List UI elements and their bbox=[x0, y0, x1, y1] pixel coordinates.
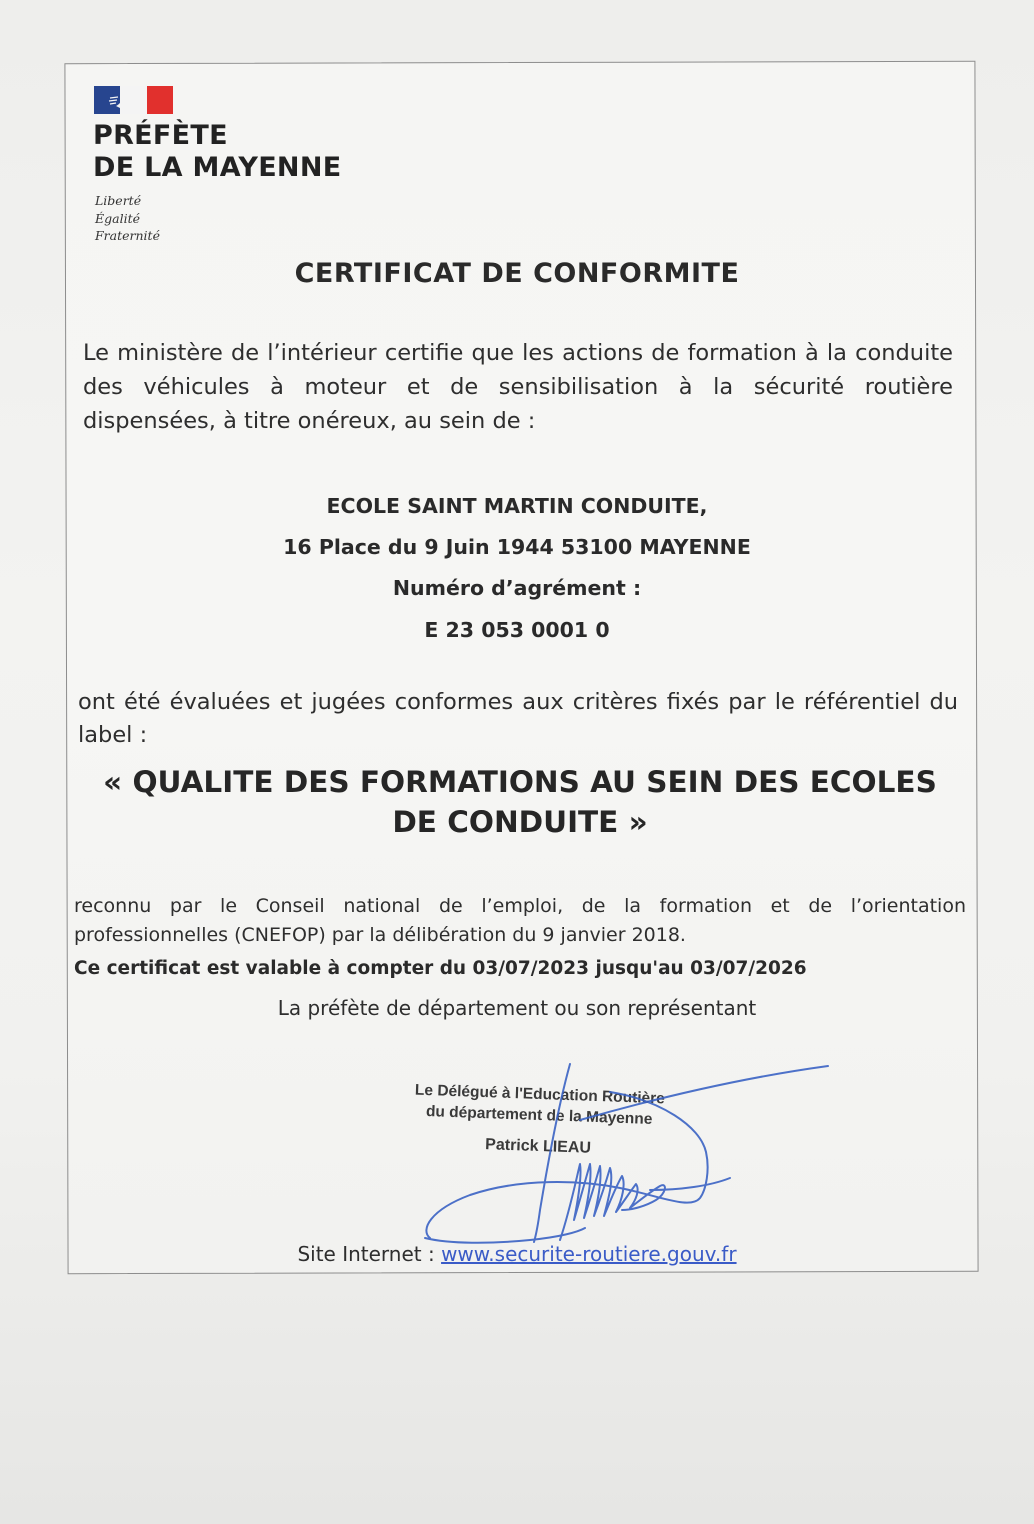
footer-label: Site Internet : bbox=[297, 1242, 442, 1266]
french-flag-logo bbox=[94, 86, 173, 114]
validity-statement: Ce certificat est valable à compter du 03/07/2023 jusqu'au 03/07/2026 bbox=[74, 958, 807, 979]
footer bbox=[0, 1242, 1034, 1266]
approval-number: E 23 053 0001 0 bbox=[424, 618, 610, 642]
school-name: ECOLE SAINT MARTIN CONDUITE, bbox=[326, 494, 708, 518]
school-address: 16 Place du 9 Juin 1944 53100 MAYENNE bbox=[283, 535, 751, 559]
prefecture-line-1: PRÉFÈTE bbox=[93, 120, 228, 151]
marianne-icon bbox=[106, 92, 136, 108]
evaluation-paragraph: ont été évaluées et jugées conformes aux critères fixés par le référentiel du label : bbox=[78, 689, 958, 748]
motto-liberte: Liberté bbox=[95, 193, 142, 208]
motto-fraternite: Fraternité bbox=[95, 228, 160, 243]
motto-egalite: Égalité bbox=[95, 210, 140, 226]
website-link[interactable]: www.securite-routiere.gouv.fr bbox=[441, 1242, 737, 1266]
label-title bbox=[90, 762, 950, 842]
stamp-line-1: Le Délégué à l'Education Routière bbox=[414, 1081, 666, 1108]
prefecture-name bbox=[93, 120, 341, 184]
intro-paragraph: Le ministère de l’intérieur certifie que les actions de formation à la conduite des véhicules à moteur et de sensibilisation à la sécurité routière dispensées, à titre onéreux, au sein de : bbox=[83, 340, 953, 434]
republic-motto bbox=[95, 192, 160, 245]
signer-caption: La préfète de département ou son représentant bbox=[277, 996, 757, 1020]
prefecture-line-2: DE LA MAYENNE bbox=[93, 152, 342, 183]
stamp-line-2: du département de la Mayenne bbox=[425, 1103, 653, 1128]
recognition-paragraph: reconnu par le Conseil national de l’emploi, de la formation et de l’orientation professionnelles (CNEFOP) par la délibération du 9 janvier 2018. bbox=[74, 895, 966, 946]
handwritten-signature bbox=[410, 1060, 830, 1250]
label-title-line-1: « QUALITE DES FORMATIONS AU SEIN DES ECOLES bbox=[103, 765, 937, 799]
stamp-signer-name: Patrick LIEAU bbox=[484, 1136, 592, 1157]
certificate-title: CERTIFICAT DE CONFORMITE bbox=[294, 258, 740, 289]
label-title-line-2: DE CONDUITE » bbox=[392, 805, 648, 839]
approval-label: Numéro d’agrément : bbox=[392, 576, 642, 600]
